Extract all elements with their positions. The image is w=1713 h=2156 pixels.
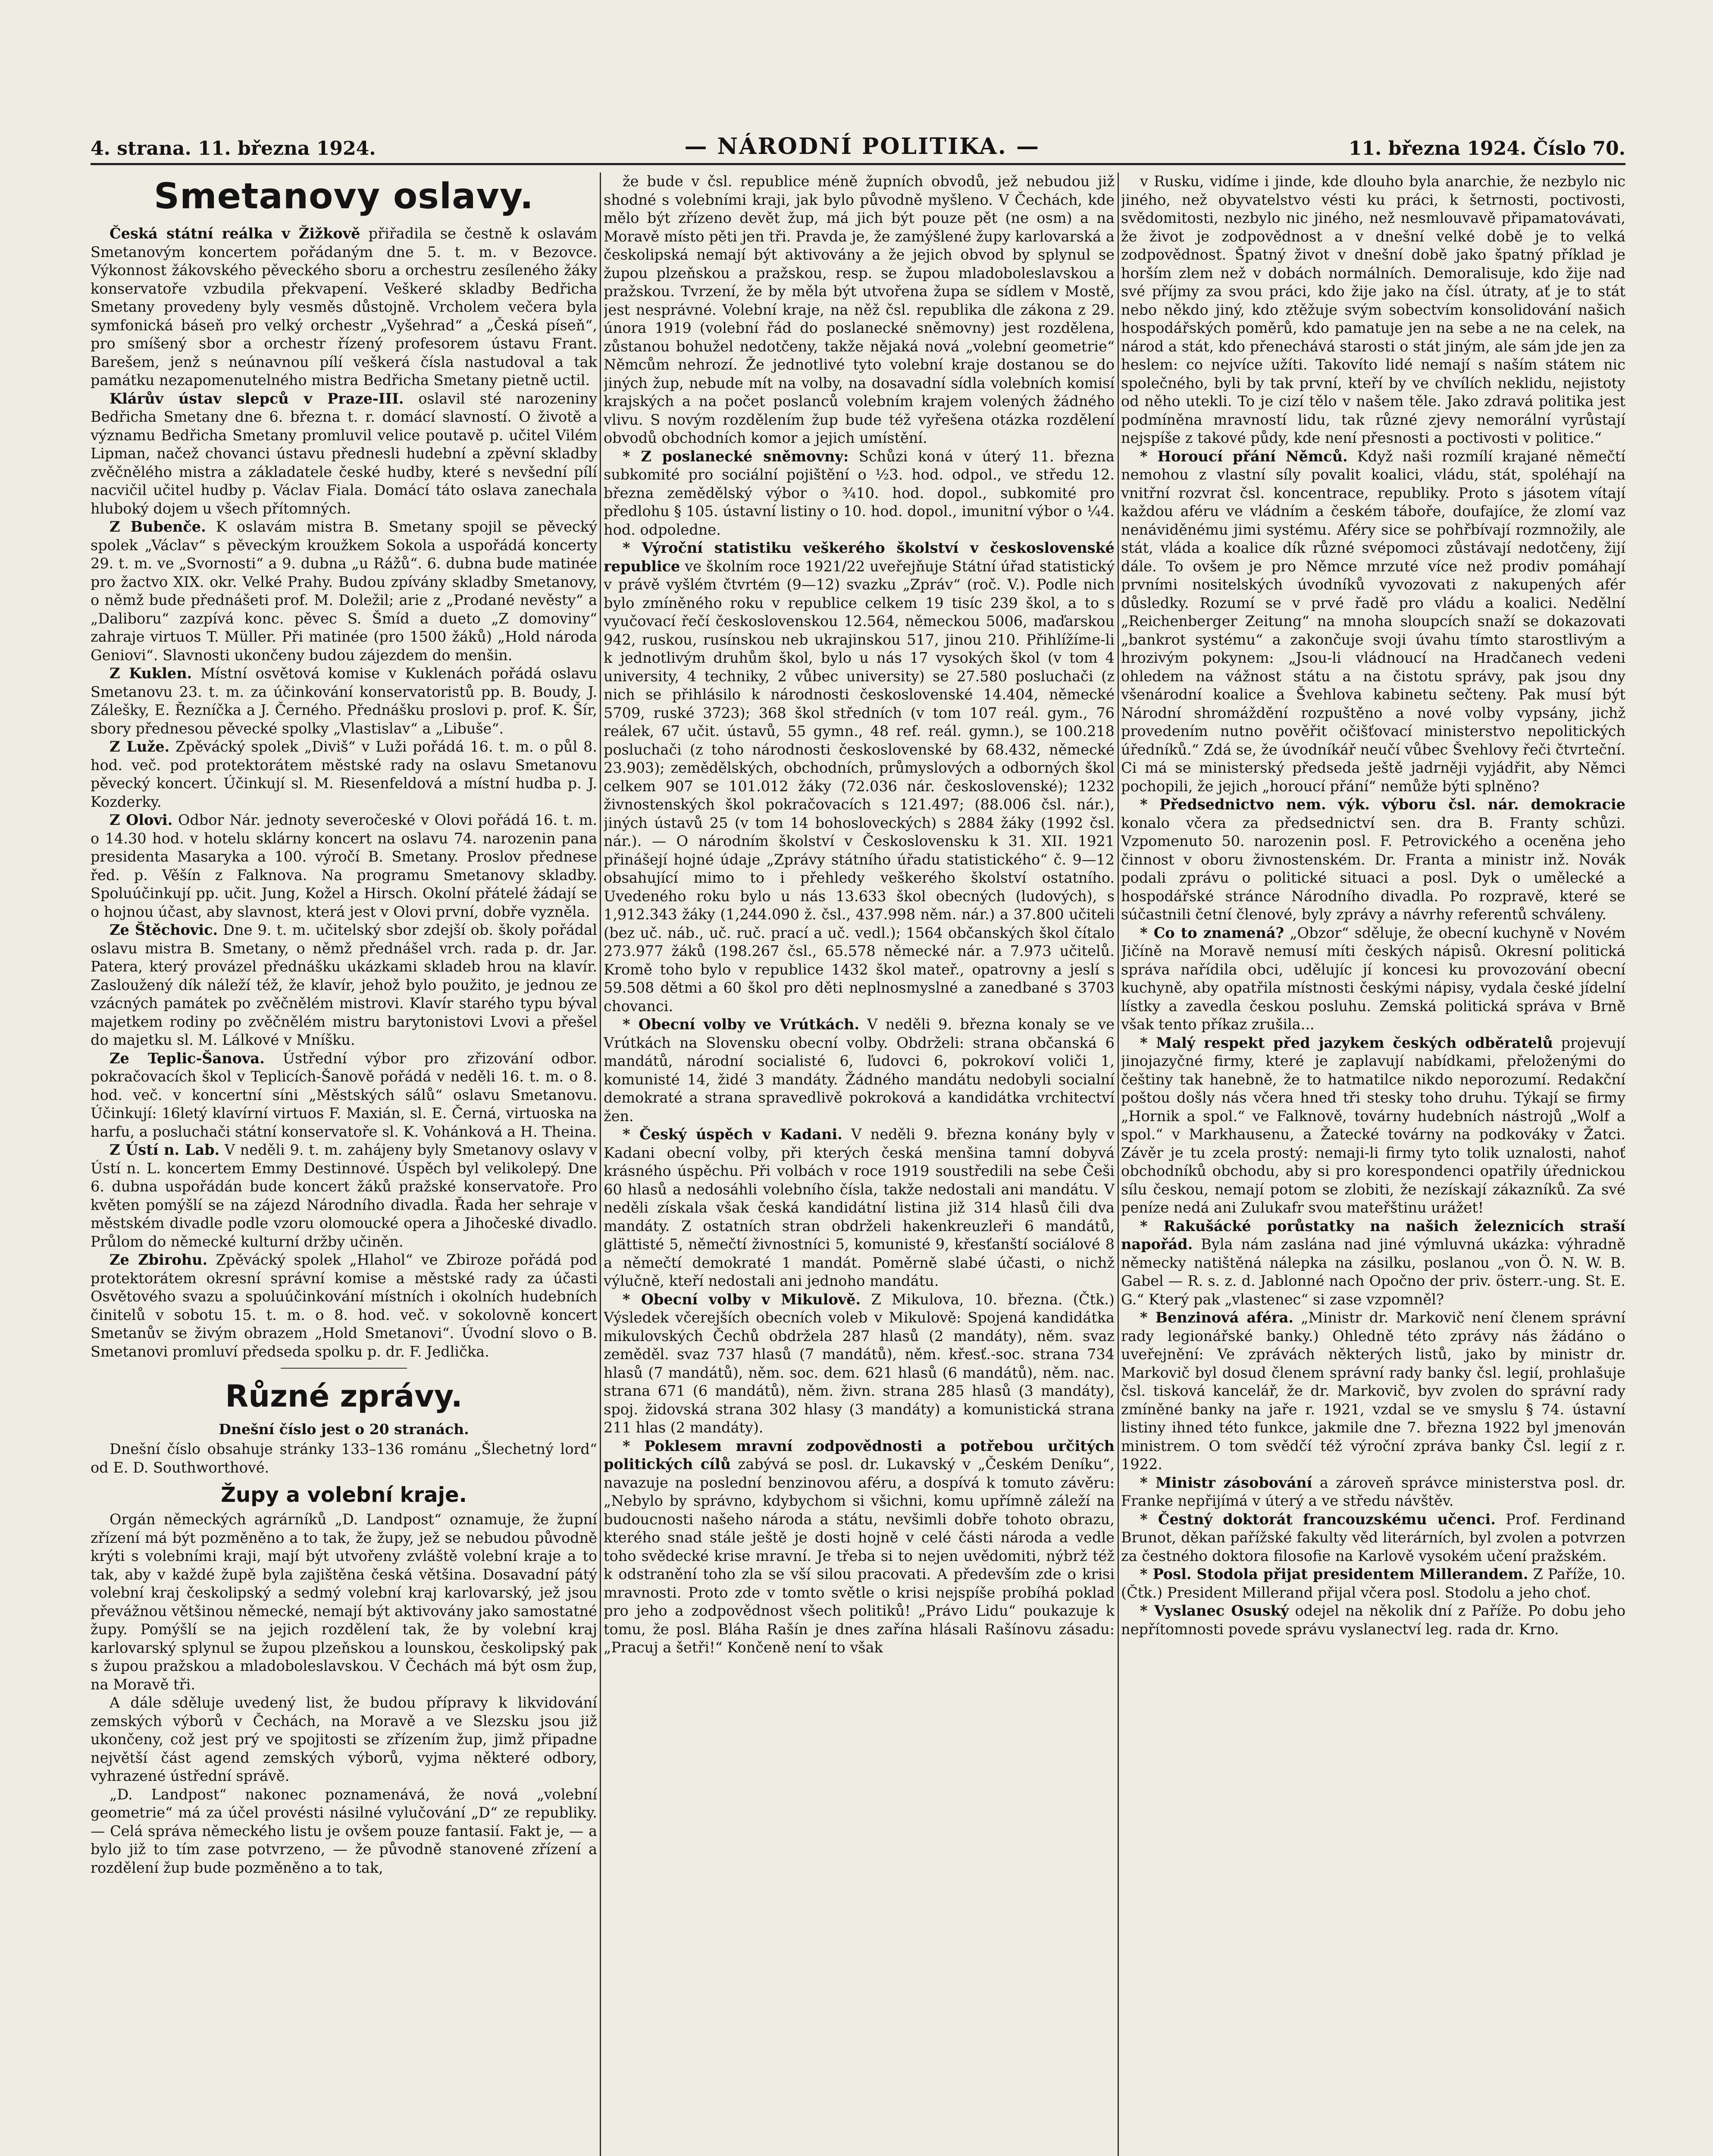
paragraph-text: Schůzi koná v úterý 11. března subkomité pro sociální pojištění o ½3. hod. odpol., ve středu 12. března zemědělský výbor o ¾10. hod. dopol., subkomité pro předlohu § 105. ústavní listiny o 10. hod. dopol., imunitní výbor o ¼4. hod. odpoledne. — [604, 448, 1115, 538]
paragraph-text: Dne 9. t. m. učitelský sbor zdejší ob. školy pořádal oslavu mistra B. Smetany, o němž přednášel vrch. rada p. dr. Jar. Patera, který provázel přednášku ukázkami skladeb hrou na klavír. Zasloužený dík náleží též, že klavír, jehož bylo použito, je jednou ze vzácných památek po zvěčnělém mistrovi. Klavír starého typu býval majetkem rodiny po zvěčnělém mistru barytonistovi Lvovi a přešel do majetku sl. M. Lálkové v Mníšku. — [91, 921, 597, 1048]
paragraph-text: Prof. Ferdinand Brunot, děkan pařížské fakulty věd literárních, byl zvolen a potvrzen za čestného doktora filosofie na Karlově vysokém učení pražském. — [1121, 1510, 1625, 1564]
news-paragraph — [91, 738, 597, 811]
paragraph-lead: Horoucí přání Němců. — [1157, 448, 1348, 465]
header-rule — [91, 163, 1625, 165]
column-2 — [604, 172, 1115, 2156]
masthead: — NÁRODNÍ POLITIKA. — — [684, 133, 1040, 160]
paragraph-text: Když naši rozmílí krajané němečtí nemohou z vlastní síly povalit koalici, vládu, stát, spoléhají na vnitřní rozvrat čsl. koncentrace, republiky. Proto s jásotem vítají každou aféru ve vládním a českém táboře, doufajíce, že zlomí vaz nenáviděnému jimi systému. Aféry sice se pohřbívají rozmnožily, ale stát, vláda a koalice dík různé svépomoci zůstávají nedotčeny, žijí dále. To ovšem je pro Němce mrzuté více než prodiv pomáhají prvními nositelských úvodníků vyvozovati z nakupených afér důsledky. Rozumí se v prvé řadě pro vládu a koalici. Nedělní „Reichenberger Zeitung“ na mnoha sloupcích snaží se dokazovati „bankrot systému“ a zakončuje svoji úvahu tímto starostlivým a hrozivým pokynem: „Jsou-li vládnoucí na Hradčanech vedeni ohledem na vážnost státu a na čistotu správy, pak jsou dny všenárodní koalice a Švehlova kabinetu sečteny. Pak musí být Národní shromáždění rozpuštěno a nové volby vypsány, jichž provedením nutno pověřit očišťovací ministerstvo nepolitických úředníků.“ Zdá se, že úvodníkář neučí vůbec Švehlovy řeči čtvrteční. Ci má se ministerský předseda ještě jadrněji vyjádřit, aby Němci pochopili, že jejich „horoucí přání“ nemůže býti splněno? — [1121, 448, 1625, 795]
news-paragraph — [91, 811, 597, 921]
paragraph-lead: Benzinová aféra. — [1155, 1309, 1293, 1326]
paragraph-lead: Česká státní reálka v Žižkově — [110, 225, 360, 242]
news-paragraph — [91, 390, 597, 518]
bullet-icon: * — [623, 539, 642, 556]
paragraph-lead: Z Kuklen. — [110, 665, 192, 682]
paragraph-text: Z Paříže, 10. (Čtk.) President Millerand přijal včera posl. Stodolu a jeho choť. — [1121, 1566, 1625, 1601]
news-paragraph — [1121, 1510, 1625, 1566]
paragraph-lead: Z Bubenče. — [110, 518, 206, 535]
paragraph-text: V neděli 9. března konány byly v Kadani obecní volby, při kterých česká menšina tamní dobyvá krásného úspěchu. Při volbách v roce 1919 soustředili na sebe Češi 60 hlasů a nedosáhli volebního čísla, takže nedostali ani mandátu. V neděli získala však česká kandidátní listina již 314 hlasů čili dva mandáty. Z ostatních stran obdrželi hakenkreuzleři 6 mandátů, glättisté 5, němečtí živnostníci 5, komunisté 9, křesťanští sociálové 8 a němečtí demokraté 1 mandát. Poměrně slabé účasti, o nichž výlučně, kteří nedostali ani jednoho mandátu. — [604, 1126, 1115, 1289]
bullet-icon: * — [1140, 1309, 1156, 1326]
news-paragraph — [1121, 448, 1625, 796]
paragraph-lead: Ministr zásobování — [1156, 1474, 1312, 1491]
paragraph-lead: Posl. Stodola přijat presidentem Millerandem. — [1152, 1566, 1528, 1583]
news-paragraph — [1121, 1217, 1625, 1309]
bullet-icon: * — [623, 1437, 645, 1454]
news-items — [604, 448, 1115, 1657]
paragraph: v Rusku, vidíme i jinde, kde dlouho byla anarchie, že nezbylo nic jiného, než obyvatelstvo vésti ku práci, k šetrnosti, poctivosti, svědomitosti, nezbylo nic jiného, než nesmlouvavě připamatovávati, že život je zodpovědnost a v dnešní velké době je to velká zodpovědnost. Špatný život v dnešní době jako špatný příklad je horším zlem než v dobách normálních. Demoralisuje, kdo žije nad své příjmy za svou práci, kdo žije jako na čísl. útraty, ať je to stát nebo někdo jiný, kdo ztěžuje svým sobectvím konsolidování našich hospodářských poměrů, kdo pamatuje jen na sebe a ne na celek, na národ a stát, kdo přenechává starosti o stát jiným, ale sám jde jen za heslem: co nejvíce užíti. Takovíto lidé nemají s naším státem nic společného, byli by tak první, kteří by ve chvílích neklidu, nejistoty od něho utekli. To je cizí tělo v našem těle. Jako zdravá politika jest podmíněna mravností lidu, tak různé zjevy nemorální vyrůstají nejspíše z takové půdy, kde není přesnosti a poctivosti v politice.“ — [1121, 173, 1625, 446]
paragraph-text: V neděli 9. března konaly se ve Vrútkách na Slovensku obecní volby. Obdrželi: strana občanská 6 mandátů, národní socialisté 6, ľudovci 6, pokrokoví voliči 1, komunisté 14, židé 3 mandáty. Žádného mandátu nedobyli socialní demokraté a strana spravedlivě pokroková a kandidátka vrchitectví žen. — [604, 1016, 1115, 1125]
paragraph-lead: Český úspěch v Kadani. — [639, 1126, 842, 1143]
paragraph-text: konalo včera za předsednictví sen. dra B. Franty schůzi. Vzpomenuto 50. narozenin posl. F. Petrovického a oceněna jeho činnost v oboru živnostenském. Dr. Franta a ministr inž. Novák podali zprávu o politické situaci a posl. Dyk o umělecké a hospodářské stránce Národního divadla. Po rozpravě, které se súčastnili četní členové, byly zprávy a návrhy referentů schváleny. — [1121, 814, 1625, 923]
news-paragraph — [91, 518, 597, 664]
paragraph-text: odejel na několik dní z Paříže. Po dobu jeho nepřítomnosti povede správu vyslanectví leg. rada dr. Krno. — [1121, 1602, 1625, 1638]
article-title-smetanovy-oslavy: Smetanovy oslavy. — [154, 176, 534, 217]
news-paragraph — [91, 225, 597, 390]
column-divider — [600, 172, 601, 2156]
paragraph: Orgán německých agrárníků „D. Landpost“ oznamuje, že župní zřízení má být pozměněno a to tak, že župy, jež se nebudou původně krýti s volebními kraji, mají být utvořeny zvláště volební kraje a to tak, aby v každé župě byla zajištěna česká většina. Dosavadní pátý volební kraj českolipský a sedmý volební kraj karlovarský, jež jsou převážnou většinou německé, nemají být aktivovány jako samostatné župy. Pomýšlí se na jejich rozdělení tak, že by volební kraj karlovarský splynul se župou plzeňskou a lounskou, českolipský pak s župou pražskou a mladoboleslavskou. V Čechách má být osm žup, na Moravě tři. — [91, 1511, 597, 1693]
paragraph: že bude v čsl. republice méně župních obvodů, jež nebudou již shodné s volebními kraji, jak bylo původně myšleno. V Čechách, kde mělo být zřízeno devět žup, má jich být pouze pět (ne osm) a na Moravě místo pěti jen tři. Pravda je, že zamýšlené župy karlovarská a českolipská nemají být aktivovány a že jejich obvod by splynul se župou plzeňskou a pražskou, resp. se župou mladoboleslavskou a pražskou. Tvrzení, že by měla být utvořena župa se sídlem v Mostě, jest nesprávné. Volební kraje, na něž čsl. republika dle zákona z 29. února 1919 (volební řád do poslanecké sněmovny) jest rozdělena, zůstanou bohužel nedotčeny, takže nějaká nová „volební geometrie“ Němcům nehrozí. Že jednotlivé tyto volební kraje dostanou se do jiných žup, nebude mít na volby, na dosavadní sídla volebních komisí krajských a na počet poslanců volebním krajem volených žádného vlivu. S novým rozdělením žup bude též vyřešena otázka rozdělení obvodů obchodních komor a jejich umístění. — [604, 173, 1115, 446]
paragraph-text: ve školním roce 1921/22 uveřejňuje Státní úřad statistický v právě vyšlém čtvrtém (9—12) svazku „Zpráv“ (roč. V.). Podle nich bylo zmíněného roku v republice celkem 19 tisíc 239 škol, a to s vyučovací řečí československou 12.564, německou 5006, maďarskou 942, ruskou, rusínskou neb ukrajinskou 517, jinou 210. Přihlížíme-li k jednotlivým druhům škol, bylo u nás 17 vysokých škol (v tom 4 university, 4 techniky, 2 vůbec university) se 27.580 posluchači (z nich se přihlásilo k národnosti československé 14.404, německé 5709, ruské 3723); 368 škol středních (v tom 107 reál. gym., 76 reálek, 67 učit. ústavů, 55 gymn., 48 ref. reál. gymn.), se 100.218 posluchači (z toho národnosti československé by 68.432, německé 23.903); zemědělských, obchodních, průmyslových a odborných škol celkem 907 se 101.012 žáky (72.036 nár. československé); 1232 živnostenských škol pokračovacích s 121.497; (88.006 čsl. nár.), jiných ústavů 25 (v tom 14 bohosloveckých) s 2884 žáky (1992 čsl. nár.). — O národním školství v Československu k 31. XII. 1921 přinášejí hojné údaje „Zprávy státního úřadu statistického“ č. 9—12 obsahující mimo to i přehledy veškerého školství ostatního. Uvedeného roku bylo u nás 13.633 škol obecných (ludových), s 1,912.343 žáky (1,244.090 ž. čsl., 437.998 něm. nár.) a 37.800 učiteli (bez uč. náb., uč. ruč. prací a uč. vedl.); 1564 občanských škol čítalo 273.977 žáků (198.267 čsl., 65.578 německé nár. a 7.973 učitelů. Kromě toho bylo v republice 1432 škol mateř., opatrovny a jeslí s 59.508 dětmi a 60 škol pro děti neplnosmyslné a zanedbané s 3703 chovanci. — [604, 558, 1115, 1015]
article-body — [91, 1510, 597, 1877]
bullet-icon: * — [1140, 796, 1160, 813]
paragraph-text: „Ministr dr. Markovič není členem správní rady legionářské banky.) Ohledně této zprávy nás žádáno o uveřejnění: Ve zprávách některých listů, jako by ministr dr. Markovič byl dosud členem správní rady banky čsl. legií, prohlašuje čsl. tisková kancelář, že dr. Markovič, byv zvolen do správní rady zmíněné banky na jaře r. 1921, vzdal se ve smyslu § 74. ústavní listiny ihned této funkce, jakmile dne 7. března 1922 byl jmenován ministrem. O tom svědčí též výroční zpráva banky Čsl. legií z r. 1922. — [1121, 1309, 1625, 1473]
paragraph-lead: Ze Teplic-Šanova. — [110, 1050, 265, 1067]
news-items — [1121, 448, 1625, 1639]
paragraph-lead: Předsednictvo nem. výk. výboru čsl. nár. demokracie — [1159, 796, 1625, 813]
paragraph-lead: Vyslanec Osuský — [1154, 1602, 1289, 1619]
bullet-icon: * — [1140, 1566, 1153, 1583]
article-continuation — [604, 172, 1115, 448]
paragraph-lead: Ze Štěchovic. — [110, 921, 218, 938]
paragraph-text: „Obzor“ sděluje, že obecní kuchyně v Novém Jičíně na Moravě nemusí míti českých nápisů. Okresní politická správa nařídila obci, udělujíc jí koncesi ku provozování obecní kuchyně, aby opatřila místnosti českými nápisy, vydala české jídelní lístky a zavedla českou posluhu. Zemská politická správa v Brně však tento příkaz zrušila... — [1121, 924, 1625, 1033]
paragraph-text: přiřadila se čestně k oslavám Smetanovým koncertem pořádaným dne 5. t. m. v Bezovce. Výkonnost žákovského pěveckého sboru a orchestru zesíleného žáky konservatoře vzbudila překvapení. Veškeré skladby Bedřicha Smetany provedeny byly vesměs důstojně. Vrcholem večera byla symfonická báseň pro velký orchestr „Vyšehrad“ a „Česká píseň“, pro smíšený sbor a orchestr řízený profesorem ústavu Frant. Barešem, jenž s neúnavnou pílí veškerá čísla nastudoval a tak památku nezapomenutelného mistra Bedřicha Smetany pietně uctil. — [91, 225, 597, 389]
bullet-icon: * — [623, 1016, 639, 1033]
news-paragraph — [604, 1125, 1115, 1291]
bullet-icon: * — [1140, 1602, 1154, 1619]
paragraph-lead: Z poslanecké sněmovny: — [641, 448, 849, 465]
paragraph-lead: Poklesem mravní zodpovědnosti a potřebou určitých politických cílů — [604, 1437, 1115, 1473]
paragraph-lead: Výroční statistiku veškerého školství v československé republice — [604, 539, 1115, 575]
paragraph-text: Ústřední výbor pro zřizování odbor. pokračovacích škol v Teplicích-Šanově pořádá v neděli 16. t. m. o 8. hod. več. v koncertní síni „Městských sálů“ oslavu Smetanovu. Účinkují: 16letý klavírní virtuos F. Maxián, sl. E. Černá, virtuoska na harfu, a posluchači státní konservatoře sl. K. Vohánková a H. Theina. — [91, 1050, 597, 1140]
paragraph-text: projevují jinojazyčné firmy, které je zaplavují nabídkami, přeloženými do češtiny tak hanebně, že to hatmatilce nikdo neporozumí. Redakční poštou došly nás včera hned tři stesky toho druhu. Týkají se firmy „Hornik a spol.“ ve Falknově, továrny hudebních nástrojů „Wolf a spol.“ v Markhausenu, a Žatecké továrny na podkovákу v Žatci. Závěr je tu zcela prostý: nemaji-li firmy tyto tolik uznalosti, nahoť obchodníků obchodu, aby si pro korespondenci opatřily úřednickou sílu českou, nemají potom se zlobiti, že nezískají zákazníků. Za své peníze nedá ani Zulukafr svou mateřštinu urážet! — [1121, 1034, 1625, 1216]
news-paragraph — [1121, 1034, 1625, 1217]
news-paragraph — [604, 539, 1115, 1015]
paragraph-lead: Z Ústí n. Lab. — [110, 1141, 220, 1158]
news-paragraph — [91, 921, 597, 1050]
paragraph-lead: Ze Zbirohu. — [110, 1251, 208, 1268]
paragraph-lead: Rakušácké porůstatky na našich železnicích straší napořád. — [1121, 1217, 1625, 1253]
article-title-zupy: Župy a volební kraje. — [221, 1483, 467, 1507]
bullet-icon: * — [1140, 1034, 1156, 1051]
news-paragraph — [91, 1050, 597, 1141]
news-paragraph — [1121, 796, 1625, 924]
paragraph-lead: Co to znamená? — [1153, 924, 1284, 941]
column-1 — [91, 172, 597, 2156]
paragraph-text: Zpěvácký spolek „Hlahol“ ve Zbiroze pořádá pod protektorátem okresní správní komise a městské rady za účasti Osvětového svazu a spoluúčinkování místních i okolních hudebních činitelů v sobotu 15. t. m. o 8. hod. več. v sokolovně koncert Smetanův se živým obrazem „Hold Smetanovi“. Úvodní slovo o B. Smetanovi promluví předseda spolku p. dr. F. Jedlička. — [91, 1251, 597, 1360]
paragraph-lead: Z Olovi. — [110, 812, 173, 828]
bullet-icon: * — [1140, 448, 1158, 465]
notice-title: Dnešní číslo jest o 20 stranách. — [219, 1421, 469, 1438]
bullet-icon: * — [1140, 924, 1154, 941]
paragraph-lead: Malý respekt před jazykem českých odběratelů — [1156, 1034, 1553, 1051]
paragraph-text: Z Mikulova, 10. března. (Čtk.) Výsledek včerejších obecních voleb v Mikulově: Spojená kandidátka mikulovských Čechů obdržela 287 hlasů (2 mandáty), něm. svaz zeměděl. svaz 737 hlasů (7 mandátů), něm. křesť.-soc. strana 734 hlasů (7 mandátů), něm. soc. dem. 621 hlasů (6 mandátů), něm. nac. strana 671 (6 mandátů), něm. živn. strana 285 hlasů (3 mandáty), spoj. židovská strana 302 hlasy (3 mandáty) a komunistická strana 211 hlas (2 mandáty). — [604, 1291, 1115, 1436]
separator — [281, 1368, 407, 1369]
paragraph-text: zabývá se posl. dr. Lukavský v „Českém Deníku“, navazuje na poslední benzinovou aféru, a dospívá k tomuto závěru: „Nebylo by správno, kdybychom si všichni, komu upřímně záleží na budoucnosti našeho národa a státu, nevšimli dobře tohoto obrazu, kterého snad stále ještě je dosti hojně v celé části národa a vedle toho svědecké krise mravní. Je třeba si to nejen uvědomiti, nýbrž též k odstranění toho zla se vší silou pracovati. A především zde o krisi mravnosti. Proto zde v tomto světle o krisi nejspíše probíhá poklad pro jeho a zodpovědnost všech politiků! „Právo Lidu“ poukazuje k tomu, že posl. Bláha Rašín je dnes zařína hlásali Rašínovu zásadu: „Pracuj a šetři!“ Končeně není to však — [604, 1456, 1115, 1656]
paragraph-lead: Klárův ústav slepců v Praze-III. — [110, 390, 404, 407]
paragraph-text: V neděli 9. t. m. zahájeny byly Smetanovy oslavy v Ústí n. L. koncertem Emmy Destinnové. Úspěch byl velikolepý. Dne 6. dubna uspořádán bude koncert žáků pražské konservatoře. Pro květen pomýšlí se na zájezd Národního divadla. Řada her sehraje v městském divadle podle vzoru olomoucké opera a Jihočeské divadlo. Průlom do německé kulturní držby učiněn. — [91, 1141, 597, 1250]
paragraph-lead: Obecní volby v Mikulově. — [641, 1291, 861, 1308]
paragraph-text: a zároveň správce ministerstva posl. dr. Franke nepřijímá v úterý a ve středu návštěv. — [1121, 1474, 1625, 1509]
bullet-icon: * — [623, 1291, 641, 1308]
news-paragraph — [91, 664, 597, 738]
paragraph: „D. Landpost“ nakonec poznamenává, že nová „volební geometrie“ má za účel provésti násilné vylučování „D“ ze republiky. — Celá správa německého listu je ovšem pouze fantasií. Fakt je, — a bylo již to tím zase potvrzeno, — že původně stanovené zřízení a rozdělení žup bude pozměněno a to tak, — [91, 1786, 597, 1876]
section-title-ruzne-zpravy: Různé zprávy. — [225, 1379, 463, 1414]
paragraph-text: oslavil sté narozeniny Bedřicha Smetany dne 6. března t. r. domácí slavností. O životě a významu Bedřicha Smetany promluvil velice poutavě p. učitel Vilém Lipman, načež chovanci ústavu přednesli hudební a zpěvní skladby zvěčnělého mistra a základatele české hudby, které s nevšední pílí nacvičil učitel hudby p. Václav Fiala. Domácí táto oslava zanechala hluboký dojem u všech přítomných. — [91, 390, 597, 517]
bullet-icon: * — [1140, 1217, 1164, 1235]
news-paragraph — [604, 1291, 1115, 1437]
paragraph-text: Byla nám zaslána nad jiné výmluvná ukázka: výhradně německy natištěná nálepka na zásilku, poslanou „von Ö. N. W. B. Gabel — R. s. z. d. Jablonné nach Opočno der priv. österr.-ung. St. E. G.“ Který pak „vlastenec“ si zase vzpomněl? — [1121, 1236, 1625, 1308]
paragraph-lead: Z Luže. — [110, 738, 170, 755]
paragraph-text: Zpěvácký spolek „Diviš“ v Luži pořádá 16. t. m. o půl 8. hod. več. pod protektorátem městské rady na oslavu Smetanovu pěvecký koncert. Účinkují sl. M. Riesenfeldová a místní hudba p. J. Kozderky. — [91, 738, 597, 810]
bullet-icon: * — [1140, 1474, 1156, 1491]
page-header — [91, 129, 1625, 160]
bullet-icon: * — [623, 448, 641, 465]
news-paragraph — [604, 448, 1115, 539]
news-paragraph — [91, 1251, 597, 1361]
paragraph-text: Místní osvětová komise v Kuklenách pořádá oslavu Smetanovu 23. t. m. za účinkování konservatoristů pp. B. Boudy, J. Zálešky, E. Řezníčka a J. Černého. Přednášku proslovi p. prof. K. Šír, sbory přednesou pěvecké spolky „Vlastislav“ a „Libuše“. — [91, 665, 597, 737]
bullet-icon: * — [623, 1126, 639, 1143]
news-paragraph — [1121, 924, 1625, 1034]
news-paragraph — [91, 1141, 597, 1251]
article-body — [91, 225, 597, 1361]
news-paragraph — [1121, 1309, 1625, 1474]
column-3 — [1121, 172, 1625, 2156]
news-paragraph — [604, 1437, 1115, 1657]
news-paragraph — [604, 1015, 1115, 1125]
news-paragraph — [1121, 1602, 1625, 1639]
news-paragraph — [1121, 1474, 1625, 1510]
notice-text: Dnešní číslo obsahuje stránky 133–136 románu „Šlechetný lord“ od E. D. Southworthové. — [91, 1441, 597, 1476]
paragraph-text: Odbor Nár. jednoty severočeské v Olovi pořádá 16. t. m. o 14.30 hod. v hotelu sklárny koncert na oslavu 74. narozenin pana presidenta Masaryka a 100. výročí B. Smetany. Proslov přednese řed. p. Věšín z Falknova. Na programu Smetanovy skladby. Spoluúčinkují pp. učit. Jung, Kožel a Hirsch. Okolní přátelé žádají se o hojnou účast, aby slavnost, která jest v Olovi první, dobře vyzněla. — [91, 812, 597, 920]
column-divider — [1118, 172, 1119, 2156]
article-continuation — [1121, 172, 1625, 448]
bullet-icon: * — [1140, 1510, 1158, 1528]
header-right: 11. března 1924. Číslo 70. — [1348, 138, 1625, 160]
paragraph-lead: Čestný doktorát francouzskému učenci. — [1158, 1510, 1496, 1528]
paragraph-lead: Obecní volby ve Vrútkách. — [638, 1016, 860, 1033]
header-left: 4. strana. 11. března 1924. — [91, 138, 376, 160]
paragraph: A dále sděluje uvedený list, že budou přípravy k likvidování zemských výborů v Čechách, na Moravě a ve Slezsku jsou již ukončeny, což jest prý ve spojitosti se zřízením žup, jimž připadne největší část agend zemských výborů, vyjma některé odbory, vyhrazené ústřední správě. — [91, 1694, 597, 1784]
paragraph-text: K oslavám mistra B. Smetany spojil se pěvecký spolek „Václav“ s pěveckým kroužkem Sokola a uspořádá koncerty 29. t. m. ve „Svornosti“ a 9. dubna „u Rážů“. 6. dubna bude matinée pro žactvo XIX. okr. Velké Prahy. Budou zpívány skladby Smetanovy, o němž bude přednášeti prof. M. Doležil; arie z „Prodané nevěsty“ a „Daliboru“ zazpívá konc. pěvec S. Šmíd a dueto „Z domoviny“ zahraje virtuos T. Müller. Při matinée (pro 1500 žáků) „Hold národa Geniovi“. Slavnosti ukončeny budou zájezdem do menšin. — [91, 518, 597, 664]
news-paragraph — [1121, 1565, 1625, 1602]
